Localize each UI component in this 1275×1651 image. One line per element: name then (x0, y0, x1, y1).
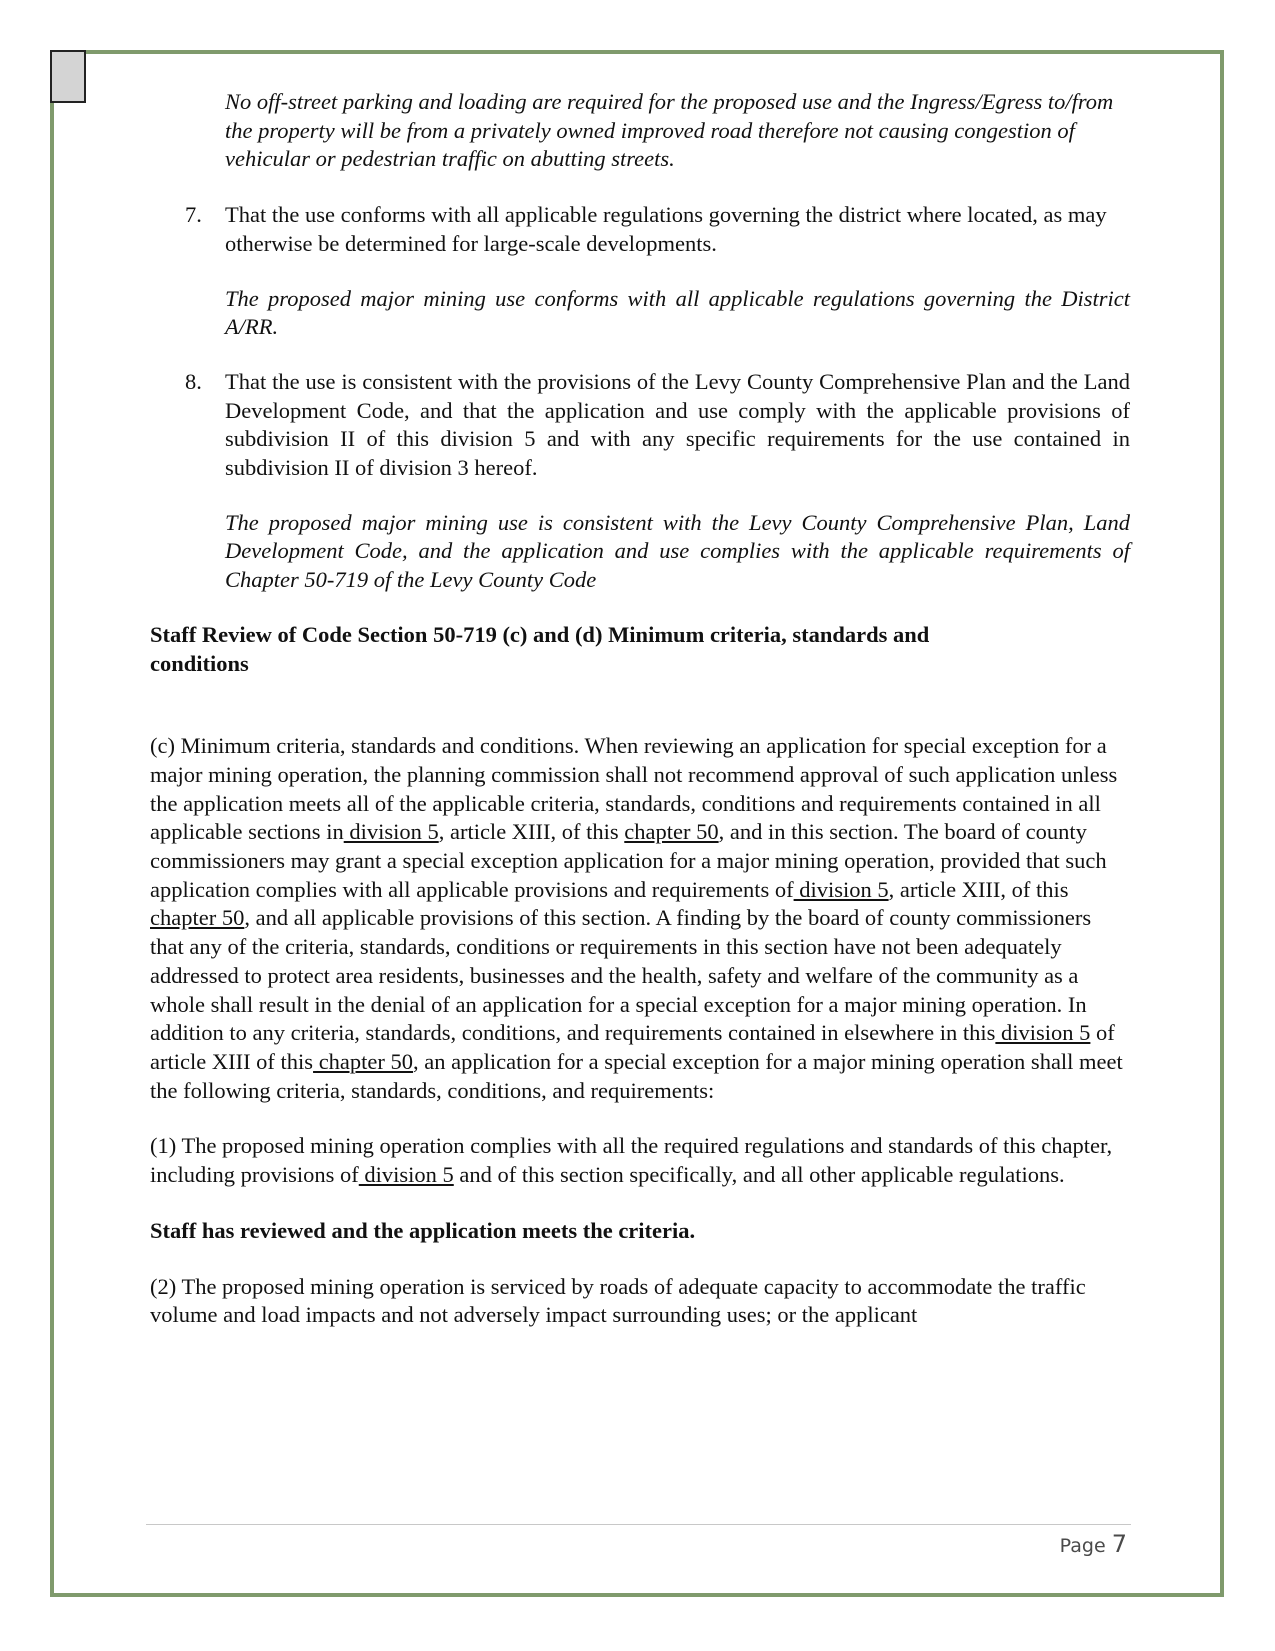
division-5-link[interactable]: division 5 (343, 819, 439, 845)
item-number: 8. (185, 368, 202, 394)
item-7-finding: The proposed major mining use conforms with all applicable regulations governing the District A/RR. (225, 285, 1130, 340)
section-c-paragraph (150, 732, 1130, 1105)
staff-finding-1: Staff has reviewed and the application meets the criteria. (150, 1217, 696, 1243)
criterion-1-text: (1) The proposed mining operation complies with all the required regulations and standards of this chapter, including provisions of (150, 1133, 1113, 1188)
division-5-link[interactable]: division 5 (358, 1162, 454, 1188)
page-number: 7 (1111, 1530, 1127, 1558)
section-c-text: , and all applicable provisions of this section. A finding by the board of county commissioners that any of the criteria, standards, conditions or requirements in this section have not been adequately addressed to protect area residents, businesses and the health, safety and welfare of the community as a whole shall result in the denial of an application for a special exception for a major mining operation. In addition to any criteria, standards, conditions, and requirements contained in elsewhere in this (150, 905, 1092, 1046)
corner-checkbox-marker (50, 50, 86, 103)
item-text: That the use conforms with all applicable regulations governing the district where located, as may otherwise be determined for large-scale developments. (225, 202, 1107, 256)
criterion-2-paragraph: (2) The proposed mining operation is serviced by roads of adequate capacity to accommodate the traffic volume and load impacts and not adversely impact surrounding uses; or the applicant (150, 1273, 1086, 1328)
criterion-item-8 (185, 368, 1130, 483)
section-c-text: (c) Minimum criteria, standards and conditions. When reviewing an application for special exception for a major mining operation, the planning commission shall not recommend approval of such application unless the application meets all of the applicable criteria, standards, conditions and requirements contained in all applicable sections in (150, 733, 1118, 845)
section-c-text: , and in this section. The board of county commissioners may grant a special exception application for a major mining operation, provided that such application complies with all applicable provisions and requirements of (150, 819, 1107, 902)
chapter-50-link[interactable]: chapter 50 (313, 1048, 414, 1074)
staff-review-heading: Staff Review of Code Section 50-719 (c) and (d) Minimum criteria, standards and conditions (150, 621, 930, 676)
section-c-text: of article XIII of this (150, 1020, 1115, 1074)
section-c-text: , article XIII, of this (888, 876, 1069, 902)
section-c-text: , article XIII, of this (438, 819, 625, 845)
page-label: Page (1059, 1535, 1106, 1557)
criterion-item-7 (185, 201, 1130, 258)
page-number-footer (1060, 1530, 1127, 1558)
division-5-link[interactable]: division 5 (995, 1020, 1091, 1046)
footer-divider (146, 1524, 1131, 1525)
parking-finding-note: No off-street parking and loading are required for the proposed use and the Ingress/Egress to/from the property will be from a privately owned improved road therefore not causing congestion of vehicular or pedestrian traffic on abutting streets. (225, 89, 1114, 172)
criterion-1-paragraph (150, 1132, 1130, 1189)
item-text: That the use is consistent with the provisions of the Levy County Comprehensive Plan and the Land Development Code, and that the application and use comply with the applicable provisions of subdivision II of this division 5 and with any specific requirements for the use contained in subdivision II of division 3 hereof. (225, 368, 1130, 481)
document-body (150, 88, 1130, 1330)
section-c-text: , an application for a special exception for a major mining operation shall meet the following criteria, standards, conditions, and requirements: (150, 1048, 1123, 1103)
item-number: 7. (185, 202, 202, 228)
item-8-finding: The proposed major mining use is consistent with the Levy County Comprehensive Plan, Land Development Code, and the application and use complies with the applicable requirements of Chapter 50-719 of the Levy County Code (225, 509, 1130, 593)
criterion-1-text: and of this section specifically, and all other applicable regulations. (453, 1162, 1065, 1188)
chapter-50-link[interactable]: chapter 50 (150, 905, 245, 931)
chapter-50-link[interactable]: chapter 50 (624, 819, 719, 845)
division-5-link[interactable]: division 5 (793, 876, 889, 902)
